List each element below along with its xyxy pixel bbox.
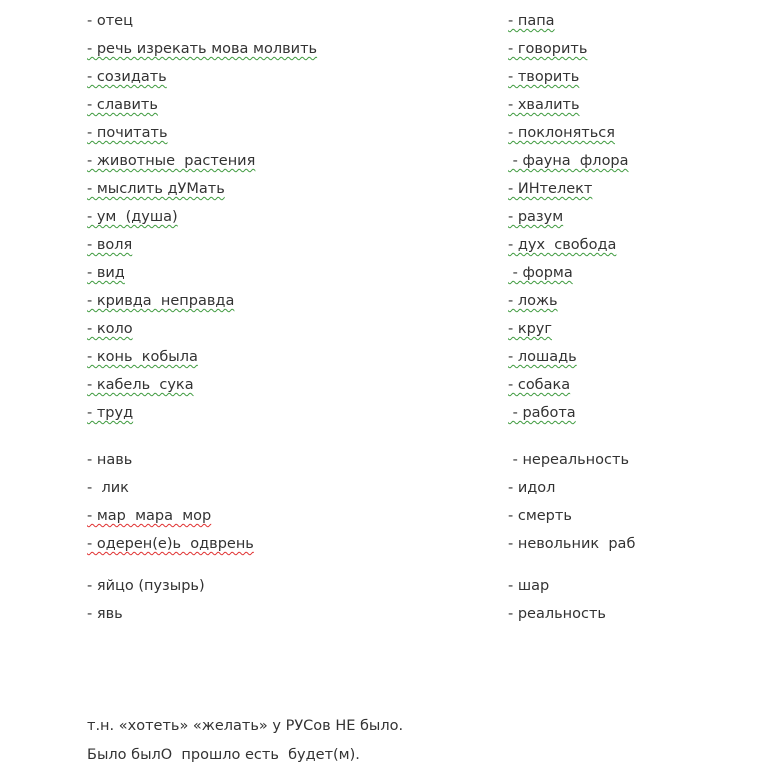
word-right: - поклоняться (508, 125, 615, 141)
word-right: - собака (508, 377, 571, 393)
word-pair-row (0, 67, 768, 87)
word-right: - фауна флора (508, 153, 629, 169)
word-pair-row (0, 235, 768, 255)
word-right: - разум (508, 209, 564, 225)
word-right: - ложь (508, 293, 558, 309)
word-pair-row (0, 207, 768, 227)
word-right: - реальность (508, 606, 606, 622)
word-left: - труд (87, 405, 134, 421)
word-left: - одерен(е)ь одврень (87, 536, 254, 552)
word-pair-row (0, 403, 768, 423)
word-left: - конь кобыла (87, 349, 198, 365)
word-pair-row (0, 123, 768, 143)
word-left: - речь изрекать мова молвить (87, 41, 318, 57)
footer-line-2: Было былО прошло есть будет(м). (87, 747, 360, 763)
word-pair-row (0, 604, 768, 624)
word-right: - нереальность (508, 452, 629, 468)
word-pair-row (0, 319, 768, 339)
word-right: - ИНтелект (508, 181, 593, 197)
word-right: - хвалить (508, 97, 580, 113)
word-pair-row (0, 347, 768, 367)
word-pair-row (0, 151, 768, 171)
word-right: - творить (508, 69, 580, 85)
word-left: - вид (87, 265, 125, 281)
word-left: - лик (87, 480, 129, 496)
word-left: - яйцо (пузырь) (87, 578, 205, 594)
word-left: - созидать (87, 69, 167, 85)
word-pair-row (0, 450, 768, 470)
word-pair-row (0, 291, 768, 311)
word-left: - кабель сука (87, 377, 194, 393)
word-left: - мыслить дУМать (87, 181, 225, 197)
word-pair-row (0, 39, 768, 59)
word-right: - папа (508, 13, 555, 29)
word-right: - работа (508, 405, 576, 421)
word-left: - воля (87, 237, 133, 253)
word-right: - невольник раб (508, 536, 636, 552)
word-pair-row (0, 375, 768, 395)
word-right: - идол (508, 480, 556, 496)
word-pair-row (0, 478, 768, 498)
word-right: - круг (508, 321, 553, 337)
word-left: - отец (87, 13, 133, 29)
word-right: - форма (508, 265, 573, 281)
word-right: - дух свобода (508, 237, 617, 253)
word-left: - навь (87, 452, 133, 468)
word-left: - животные растения (87, 153, 256, 169)
word-pair-row (0, 263, 768, 283)
word-left: - явь (87, 606, 123, 622)
word-right: - смерть (508, 508, 572, 524)
word-right: - шар (508, 578, 550, 594)
word-right: - лошадь (508, 349, 577, 365)
word-left: - мар мара мор (87, 508, 212, 524)
word-left: - кривда неправда (87, 293, 235, 309)
word-left: - коло (87, 321, 133, 337)
word-pair-row (0, 534, 768, 554)
word-pair-row (0, 11, 768, 31)
word-pair-row (0, 506, 768, 526)
word-left: - почитать (87, 125, 168, 141)
word-left: - славить (87, 97, 158, 113)
footer-line-1: т.н. «хотеть» «желать» у РУСов НЕ было. (87, 718, 404, 734)
word-left: - ум (душа) (87, 209, 178, 225)
word-right: - говорить (508, 41, 588, 57)
word-pair-row (0, 95, 768, 115)
word-pair-row (0, 576, 768, 596)
word-pair-row (0, 179, 768, 199)
